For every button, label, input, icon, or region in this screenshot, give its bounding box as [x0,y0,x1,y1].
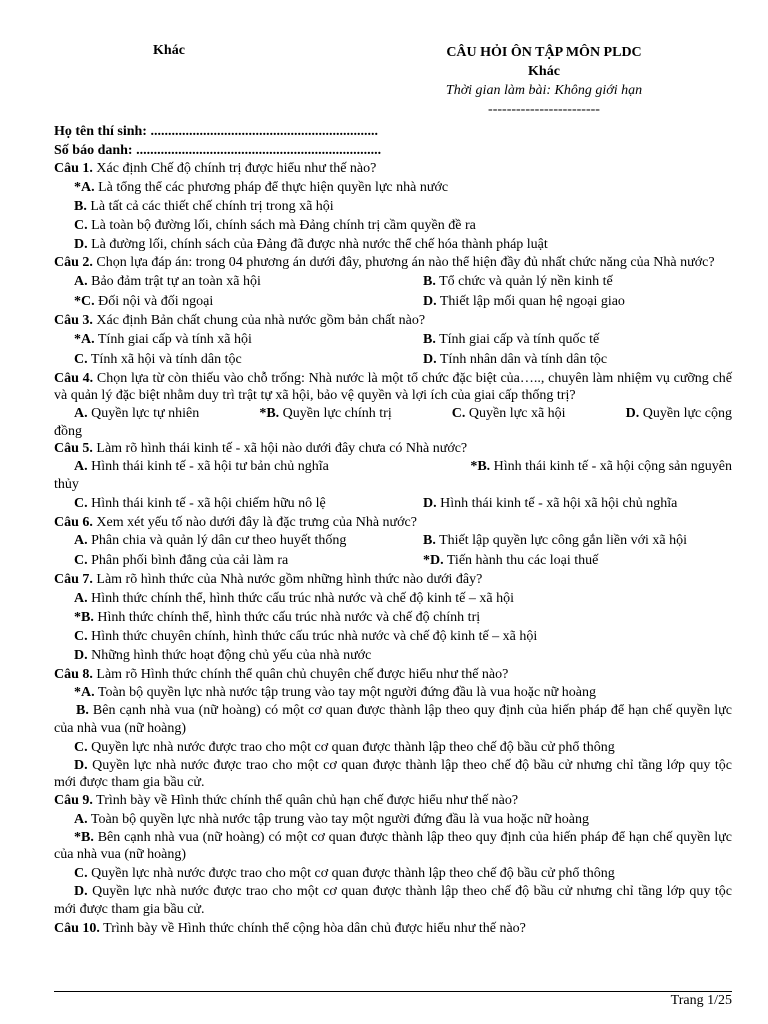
option-letter: A. [74,458,88,474]
option-letter: C. [74,351,88,367]
option-letter: C. [451,405,466,421]
option-text: Bên cạnh nhà vua (nữ hoàng) có một cơ quan được thành lập theo quy định của hiến pháp để hạn chế quyền lực của nhà vua (nữ hoàng) [54,703,732,736]
option [54,216,732,235]
option-text: Hình thái kinh tế - xã hội xã hội chủ nghĩa [436,495,678,511]
option-text: Hình thức chuyên chính, hình thức cấu trúc nhà nước và chế độ kinh tế – xã hội [87,629,538,645]
option [54,829,732,864]
header-divider: ------------------------ [488,102,600,117]
question-number: Câu 5. [54,441,93,457]
option [259,405,391,423]
option-letter: A. [74,533,88,549]
option [54,627,732,646]
option [54,235,732,254]
option-row [54,494,732,514]
question-6 [54,514,732,532]
option-letter: D. [423,495,437,511]
document-title: CÂU HỎI ÔN TẬP MÔN PLDC [446,45,642,60]
option-text: Những hình thức hoạt động chủ yếu của nhà nước [87,648,372,664]
option [423,531,732,551]
candidate-name-line: Họ tên thí sinh: ................................................................. [54,124,378,139]
option-text: Hình thức chính thể, hình thức cấu trúc nhà nước và chế độ chính trị [93,609,481,625]
option-text: Thiết lập mối quan hệ ngoại giao [436,294,625,309]
option-text: Hình thức chính thể, hình thức cấu trúc nhà nước và chế độ kinh tế – xã hội [87,590,514,606]
footer-divider [54,991,732,992]
question-text: Chọn lựa từ còn thiếu vào chỗ trống: Nhà nước là một tổ chức đặc biệt của….., chuyên làm nhiệm vụ cưỡng chế và quản lý đặc biệt nhằm duy trì trật tự xã hội, bảo vệ quyền và lợi ích của giai cấp thống trị? [54,370,733,404]
page-number: Trang 1/25 [670,993,732,1008]
question-text: Trình bày về Hình thức chính thể cộng hòa dân chủ được hiểu như thế nào? [99,921,526,937]
option-letter: B. [76,703,89,719]
option [74,405,199,423]
option [423,458,732,476]
question-number: Câu 8. [54,666,93,682]
question-2 [54,254,732,272]
option-text: Tính xã hội và tính dân tộc [87,351,242,367]
option-letter: C. [74,865,88,881]
option-text: Là đường lối, chính sách của Đảng đã được nhà nước thể chế hóa thành pháp luật [87,237,548,253]
option-text: Hình thái kinh tế - xã hội cộng sản nguyên [490,458,732,474]
option-letter: A. [74,811,88,827]
option-row [54,350,732,370]
question-text: Làm rõ hình thái kinh tế - xã hội nào dưới đây chưa có Nhà nước? [92,441,468,457]
question-number: Câu 6. [54,514,93,530]
option-text: Quyền lực chính trị [279,405,392,421]
option [54,883,732,918]
question-text: Làm rõ Hình thức chính thể quân chủ chuyên chế được hiểu như thế nào? [92,666,509,682]
option [423,350,732,370]
question-number: Câu 1. [54,161,93,176]
option [54,864,732,883]
option [74,551,423,571]
option-text: Quyền lực tự nhiên [87,405,200,421]
option-overflow: thủy [54,476,79,492]
question-text: Chọn lựa đáp án: trong 04 phương án dưới đây, phương án nào thể hiện đầy đủ nhất chức năng của Nhà nước? [92,255,715,271]
option-text: Quyền lực xã hội [465,405,566,421]
question-text: Xác định Bản chất chung của nhà nước gồm bản chất nào? [92,313,426,328]
option-text: Thiết lập quyền lực công gắn liền với xã hội [435,533,687,549]
option-letter: A. [74,274,88,289]
option-row [54,551,732,571]
option [74,531,423,551]
option-text: Bảo đảm trật tự an toàn xã hội [87,274,261,289]
exam-time: Thời gian làm bài: Không giới hạn [445,83,643,98]
option [423,330,732,350]
option-letter: *A. [74,331,95,347]
option-text: Quyền lực nhà nước được trao cho một cơ quan được thành lập theo chế độ bầu cử phổ thông [87,865,615,881]
option-letter: *C. [74,294,95,309]
option [54,738,732,757]
option-overflow: đồng [54,423,82,439]
option-letter: C. [74,739,88,755]
option [423,272,732,292]
option-letter: *A. [74,685,95,701]
header-title-block [354,43,734,119]
option-text: Bên cạnh nhà vua (nữ hoàng) có một cơ quan được thành lập theo quy định của hiến pháp để hạn chế quyền lực của nhà vua (nữ hoàng) [54,829,732,863]
question-4 [54,370,732,405]
option-letter: *B. [74,829,94,845]
option [54,197,732,216]
option-letter: D. [625,405,640,421]
option-letter: B. [423,331,436,347]
question-number: Câu 4. [54,370,94,386]
question-1 [54,160,732,178]
question-9 [54,792,732,810]
question-number: Câu 2. [54,255,93,271]
option-text: Phân chia và quản lý dân cư theo huyết thống [87,533,347,549]
candidate-info [54,122,732,160]
option-text: Là tổng thể các phương pháp để thực hiện quyền lực nhà nước [94,179,449,195]
question-3 [54,312,732,330]
option [54,810,732,829]
question-text: Xác định Chế độ chính trị được hiểu như thế nào? [92,161,377,176]
option [54,178,732,197]
option-text: Toàn bộ quyền lực nhà nước tập trung vào tay một người đứng đầu là vua hoặc nữ hoàng [94,685,596,701]
option-letter: *D. [423,553,444,569]
option-letter: A. [74,405,88,421]
option-letter: *A. [74,179,95,195]
option-letter: D. [74,648,88,664]
document-subtitle: Khác [528,64,560,79]
option-letter: D. [74,237,88,253]
option [423,494,732,514]
option [452,405,566,423]
option-text: Hình thái kinh tế - xã hội tư bản chủ nghĩa [87,458,329,474]
document-page [54,40,732,938]
option-row [54,405,732,423]
option [74,458,423,476]
option-letter: B. [423,274,436,289]
option-letter: C. [74,553,88,569]
option [74,330,423,350]
option-letter: A. [74,590,88,606]
option-text: Hình thái kinh tế - xã hội chiếm hữu nô lệ [87,495,326,511]
question-number: Câu 10. [54,921,100,937]
option-text: Quyền lực cộng [639,405,732,421]
option-letter: D. [423,351,437,367]
option [54,608,732,627]
option-row [54,531,732,551]
option-letter: C. [74,218,88,233]
option [74,292,423,312]
option-row [54,272,732,292]
option [74,494,423,514]
option-letter: *B. [470,458,491,474]
option-text: Là toàn bộ đường lối, chính sách mà Đảng chính trị cầm quyền đề ra [87,218,476,233]
option-text: Tính nhân dân và tính dân tộc [436,351,608,367]
candidate-id-line: Số báo danh: ...................................................................... [54,143,382,158]
option-text: Toàn bộ quyền lực nhà nước tập trung vào tay một người đứng đầu là vua hoặc nữ hoàng [87,811,589,827]
option [54,683,732,702]
option [54,646,732,665]
option-letter: *B. [74,609,94,625]
question-number: Câu 3. [54,313,93,328]
option-letter: B. [74,198,87,214]
question-text: Xem xét yếu tố nào dưới đây là đặc trưng của Nhà nước? [92,514,417,530]
option-text: Tổ chức và quản lý nền kinh tế [435,274,613,289]
option-row [54,330,732,350]
option-letter: C. [74,629,88,645]
option [74,272,423,292]
option-text: Quyền lực nhà nước được trao cho một cơ quan được thành lập theo chế độ bầu cử nhưng chỉ tầng lớp quy tộc mới được tham gia bầu cử. [54,884,732,917]
option-letter: D. [74,757,88,773]
question-text: Trình bày về Hình thức chính thể quân chủ hạn chế được hiểu như thế nào? [92,792,519,808]
option [54,702,732,737]
option-text: Tính giai cấp và tính xã hội [94,331,252,347]
option [423,292,732,312]
option-letter: C. [74,495,88,511]
option-text: Là tất cả các thiết chế chính trị trong xã hội [86,198,334,214]
document-header [54,40,732,120]
option-text: Phân phối bình đẳng của cải làm ra [87,553,289,569]
option-letter: D. [423,294,437,309]
question-number: Câu 9. [54,792,93,808]
question-10 [54,920,732,938]
option-text: Quyền lực nhà nước được trao cho một cơ quan được thành lập theo chế độ bầu cử nhưng chỉ tầng lớp quy tộc mới được tham gia bầu cử. [54,757,732,791]
option-text: Tính giai cấp và tính quốc tế [435,331,600,347]
option-text: Tiến hành thu các loại thuế [443,553,599,569]
option-letter: B. [423,533,436,549]
option-letter: *B. [259,405,280,421]
option-row [54,458,732,476]
question-7 [54,571,732,589]
question-number: Câu 7. [54,572,93,588]
question-text: Làm rõ hình thức của Nhà nước gồm những hình thức nào dưới đây? [92,572,483,588]
option [54,589,732,608]
option-letter: D. [74,884,88,900]
option [54,757,732,792]
header-left-label: Khác [153,43,185,58]
option [74,350,423,370]
question-5 [54,440,732,458]
question-8 [54,666,732,684]
option-text: Đối nội và đối ngoại [94,294,214,309]
option-row [54,292,732,312]
option [423,551,732,571]
option-text: Quyền lực nhà nước được trao cho một cơ quan được thành lập theo chế độ bầu cử phổ thông [87,739,615,755]
option [626,405,732,423]
